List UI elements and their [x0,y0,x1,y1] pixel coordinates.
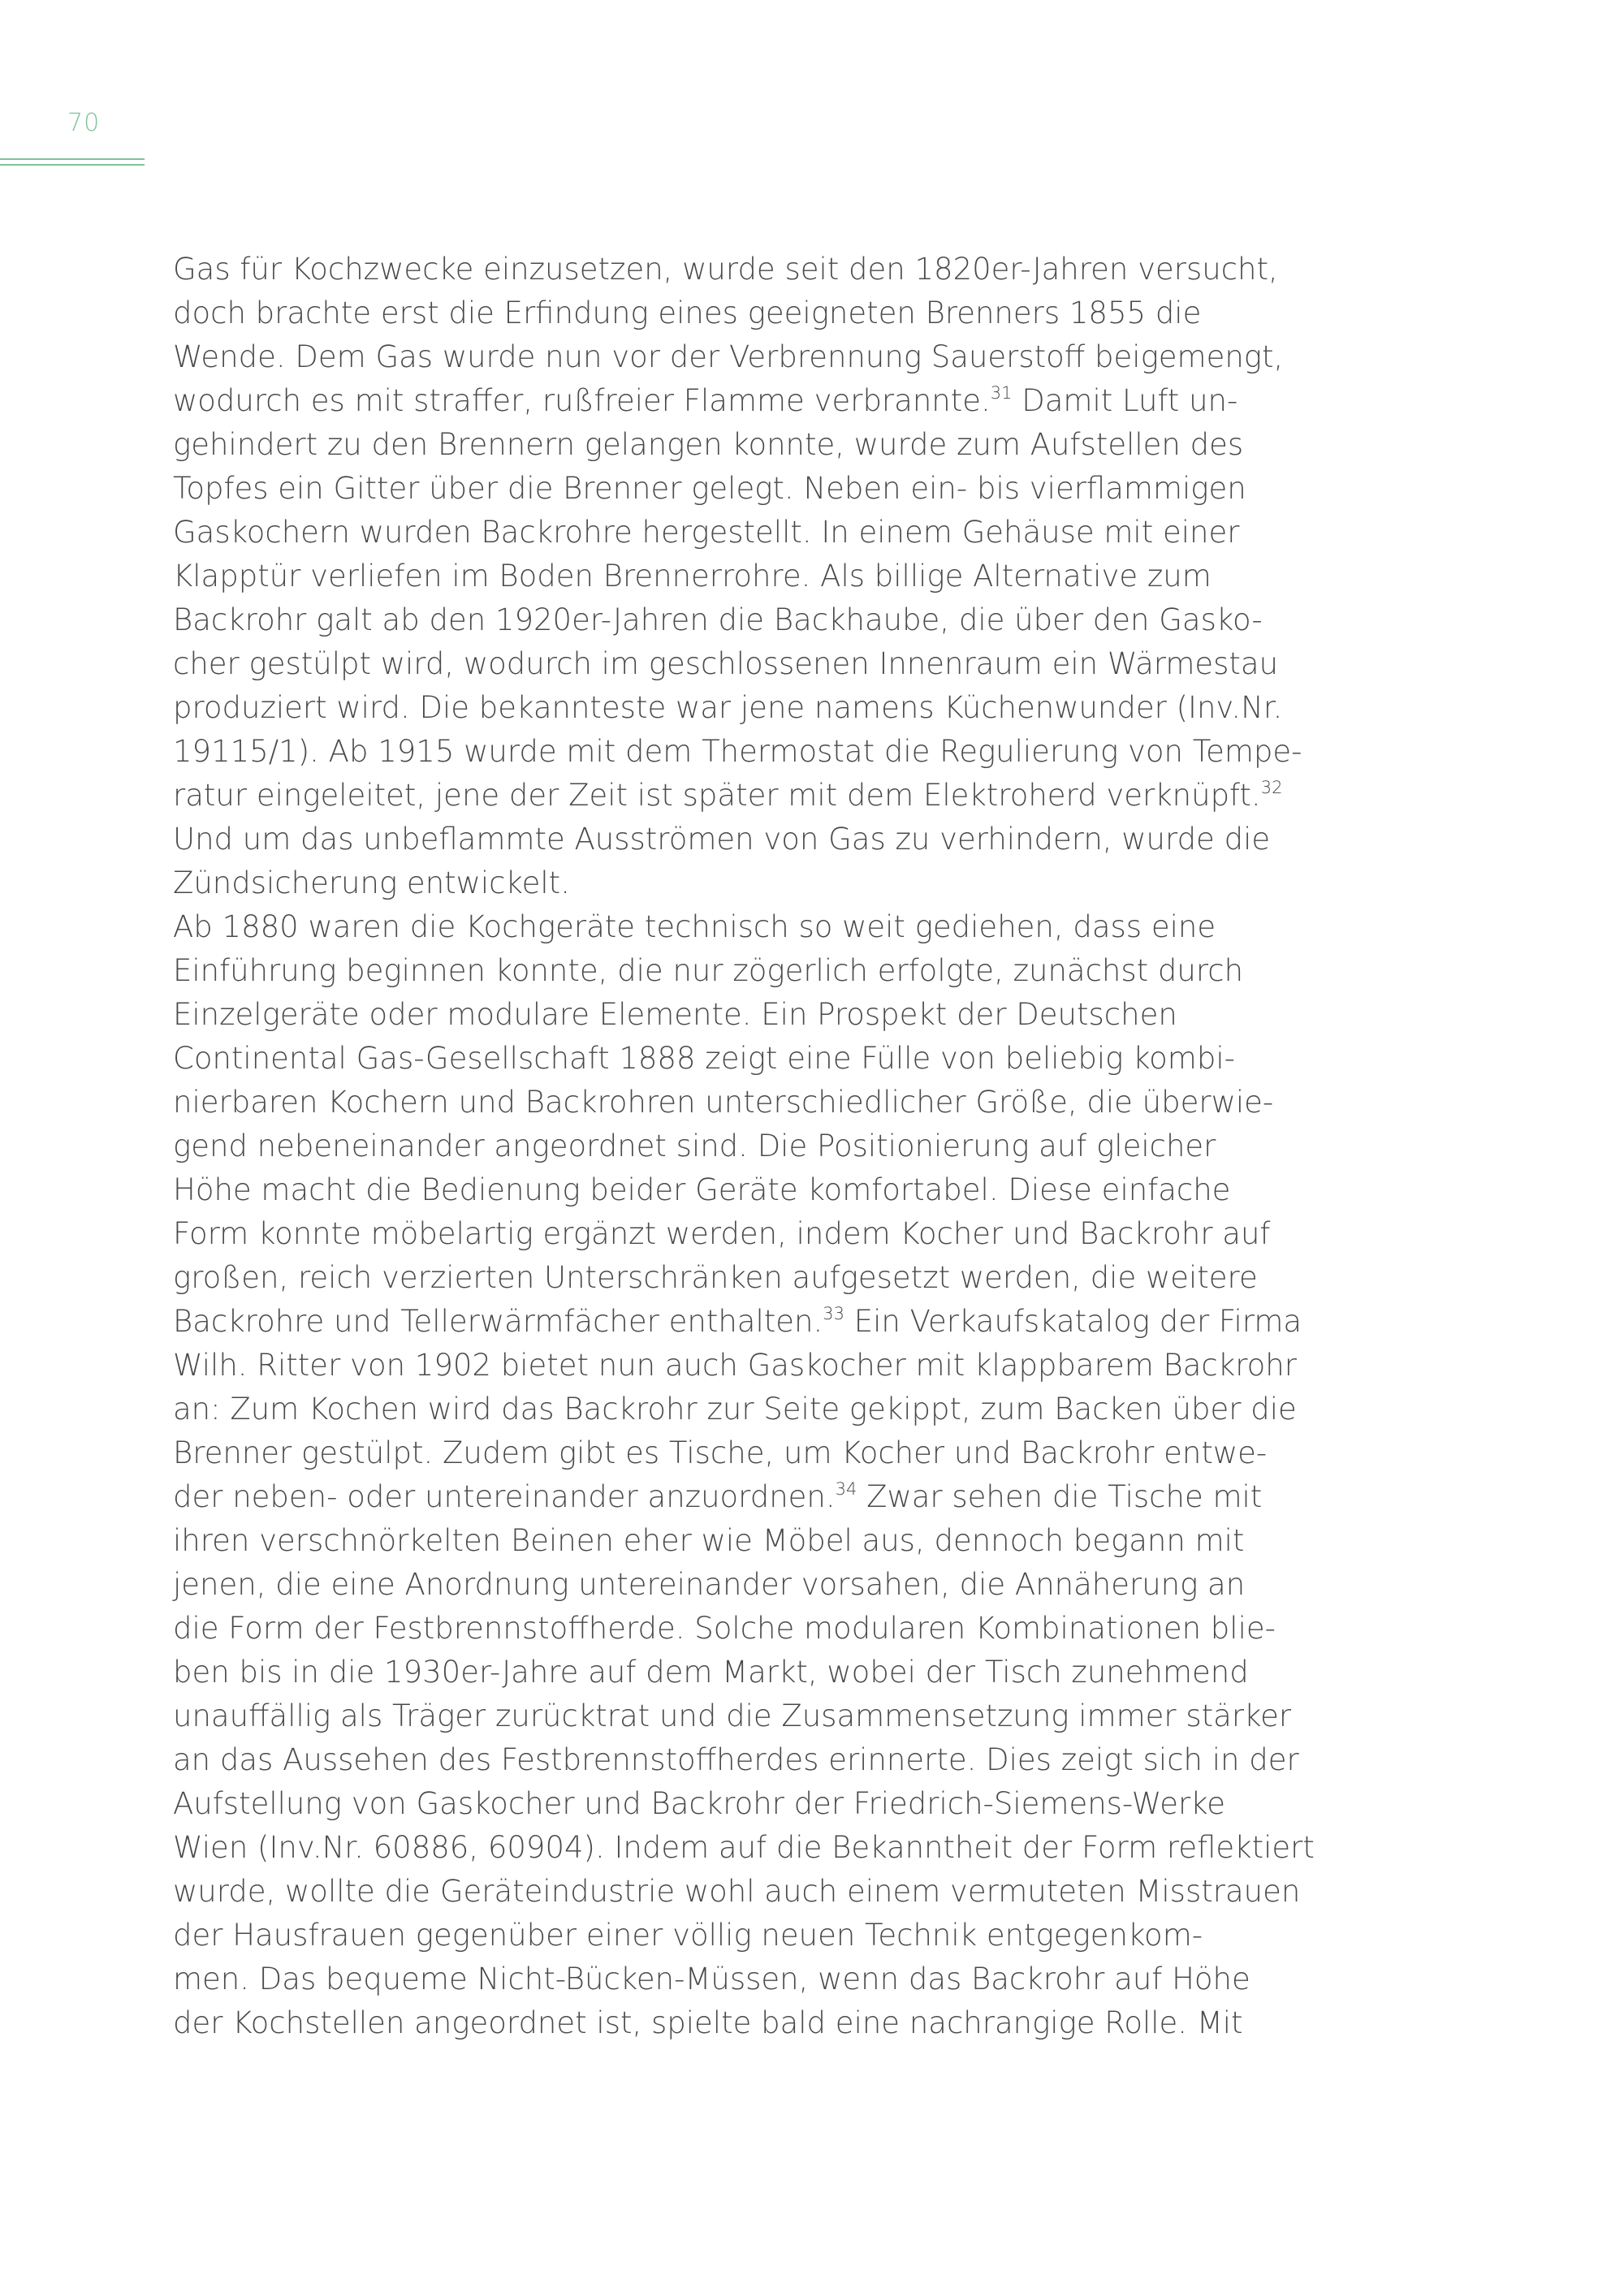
text-line [173,774,1283,818]
text-segment: Damit Luft un- [1012,383,1238,418]
text-segment: großen, reich verzierten Unterschränken aufgesetzt werden, die weitere [173,1260,1258,1295]
text-line [173,1607,1277,1651]
text-segment: 19115/1). Ab 1915 wurde mit dem Thermostat die Regulierung von Tempe- [173,734,1302,769]
text-segment: Wien (Inv.Nr. 60886, 60904). Indem auf die Bekanntheit der Form reflektiert [173,1830,1315,1865]
text-segment: Zwar sehen die Tische mit [857,1479,1263,1514]
text-line [173,1344,1297,1388]
text-line [173,1694,1292,1738]
text-line [173,467,1277,511]
text-segment: Ein Verkaufskatalog der Firma [844,1304,1302,1339]
text-line [173,1300,1302,1344]
header-rule-top [0,158,145,160]
text-segment: Form konnte möbelartig ergänzt werden, indem Kocher und Backrohr auf [173,1216,1271,1251]
text-segment: der Kochstellen angeordnet ist, spielte bald eine nachrangige Rolle. Mit [173,2005,1243,2040]
text-segment: gehindert zu den Brennern gelangen konnte, wurde zum Aufstellen des [173,427,1244,462]
text-segment: der Hausfrauen gegenüber einer völlig neuen Technik entgegenkom- [173,1918,1203,1953]
text-line [173,1256,1277,1300]
footnote-reference: 31 [990,383,1013,403]
text-segment: Gas für Kochzwecke einzusetzen, wurde seit den 1820er-Jahren versucht, [173,252,1278,287]
text-line [173,555,1277,598]
text-line [173,423,1277,467]
text-line [173,1212,1277,1256]
body-text [173,248,1315,2045]
text-segment: Einzelgeräte oder modulare Elemente. Ein Prospekt der Deutschen [173,997,1177,1032]
text-line [173,1519,1277,1563]
text-line [173,1431,1277,1475]
text-segment: Aufstellung von Gaskocher und Backrohr der Friedrich-Siemens-Werke [173,1786,1226,1821]
text-segment: Höhe macht die Bedienung beider Geräte komfortabel. Diese einfache [173,1172,1231,1207]
text-segment: Backrohr galt ab den 1920er-Jahren die Backhaube, die über den Gasko- [173,602,1263,637]
text-line [173,248,1277,291]
text-line [173,1914,1277,1957]
text-line [173,379,1277,423]
text-segment: ihren verschnörkelten Beinen eher wie Möbel aus, dennoch begann mit [173,1523,1245,1558]
text-line [173,993,1277,1037]
text-segment: ben bis in die 1930er-Jahre auf dem Markt, wobei der Tisch zunehmend [173,1655,1249,1690]
text-line [173,511,1277,555]
text-line [173,818,1277,861]
text-segment: Continental Gas-Gesellschaft 1888 zeigt eine Fülle von beliebig kombi- [173,1041,1235,1076]
text-segment: an: Zum Kochen wird das Backrohr zur Seite gekippt, zum Backen über die [173,1392,1297,1427]
text-segment: nierbaren Kochern und Backrohren unterschiedlicher Größe, die überwie- [173,1085,1274,1120]
text-line [173,642,1277,686]
text-segment: gend nebeneinander angeordnet sind. Die Positionierung auf gleicher [173,1129,1216,1163]
text-segment: unauffällig als Träger zurücktrat und die Zusammensetzung immer stärker [173,1698,1292,1733]
text-line [173,291,1277,335]
page-number: 70 [67,109,101,137]
text-line [173,1738,1299,1782]
text-segment: jenen, die eine Anordnung untereinander vorsahen, die Annäherung an [173,1567,1246,1602]
text-segment: Wilh. Ritter von 1902 bietet nun auch Gaskocher mit klappbarem Backrohr [173,1348,1297,1383]
text-segment: cher gestülpt wird, wodurch im geschlossenen Innenraum ein Wärmestau [173,646,1279,681]
footnote-reference: 34 [835,1479,857,1499]
text-segment: Klapptür verliefen im Boden Brennerrohre. Als billige Alternative zum [173,559,1212,594]
text-segment: Und um das unbeflammte Ausströmen von Gas zu verhindern, wurde die [173,822,1271,857]
text-segment: wurde, wollte die Geräteindustrie wohl auch einem vermuteten Misstrauen [173,1874,1301,1909]
text-segment: Wende. Dem Gas wurde nun vor der Verbrennung Sauerstoff beigemengt, [173,339,1284,374]
text-line [173,1870,1301,1914]
text-segment: doch brachte erst die Erfindung eines geeigneten Brenners 1855 die [173,296,1202,330]
text-segment: die Form der Festbrennstoffherde. Solche modularen Kombinationen blie- [173,1611,1276,1646]
text-segment: der neben- oder untereinander anzuordnen. [173,1479,836,1514]
text-line [173,686,1283,730]
text-line [173,949,1277,993]
text-segment: Ab 1880 waren die Kochgeräte technisch so weit gediehen, dass eine [173,909,1216,944]
text-line [173,905,1277,949]
text-segment: wodurch es mit straffer, rußfreier Flamme verbrannte. [173,383,991,418]
text-line [173,1651,1277,1694]
text-line [173,1037,1277,1081]
text-segment: an das Aussehen des Festbrennstoffherdes erinnerte. Dies zeigt sich in der [173,1742,1299,1777]
text-segment: Zündsicherung entwickelt. [173,865,570,900]
text-segment: produziert wird. Die bekannteste war jene namens Küchenwunder (Inv.Nr. [173,690,1283,725]
text-line [173,335,1284,379]
text-line [173,1957,1277,2001]
text-segment: Backrohre und Tellerwärmfächer enthalten. [173,1304,823,1339]
text-segment: Gaskochern wurden Backrohre hergestellt. In einem Gehäuse mit einer [173,515,1240,550]
text-segment: ratur eingeleitet, jene der Zeit ist später mit dem Elektroherd verknüpft. [173,778,1261,813]
text-line [173,1124,1277,1168]
text-line [173,1168,1277,1212]
text-line [173,2001,1277,2045]
footnote-reference: 32 [1260,778,1283,797]
text-segment: Brenner gestülpt. Zudem gibt es Tische, um Kocher und Backrohr entwe- [173,1435,1268,1470]
text-line [173,1782,1277,1826]
text-line [173,1081,1277,1124]
text-line [173,1826,1315,1870]
text-segment: Einführung beginnen konnte, die nur zögerlich erfolgte, zunächst durch [173,953,1244,988]
text-segment: men. Das bequeme Nicht-Bücken-Müssen, wenn das Backrohr auf Höhe [173,1962,1250,1996]
text-line [173,861,1277,905]
text-line [173,1563,1277,1607]
text-line [173,730,1302,774]
header-rule-bottom [0,164,145,166]
footnote-reference: 33 [823,1304,844,1323]
text-line [173,598,1277,642]
text-segment: Topfes ein Gitter über die Brenner gelegt. Neben ein- bis vierflammigen [173,471,1246,506]
text-line [173,1475,1277,1519]
text-line [173,1388,1297,1431]
